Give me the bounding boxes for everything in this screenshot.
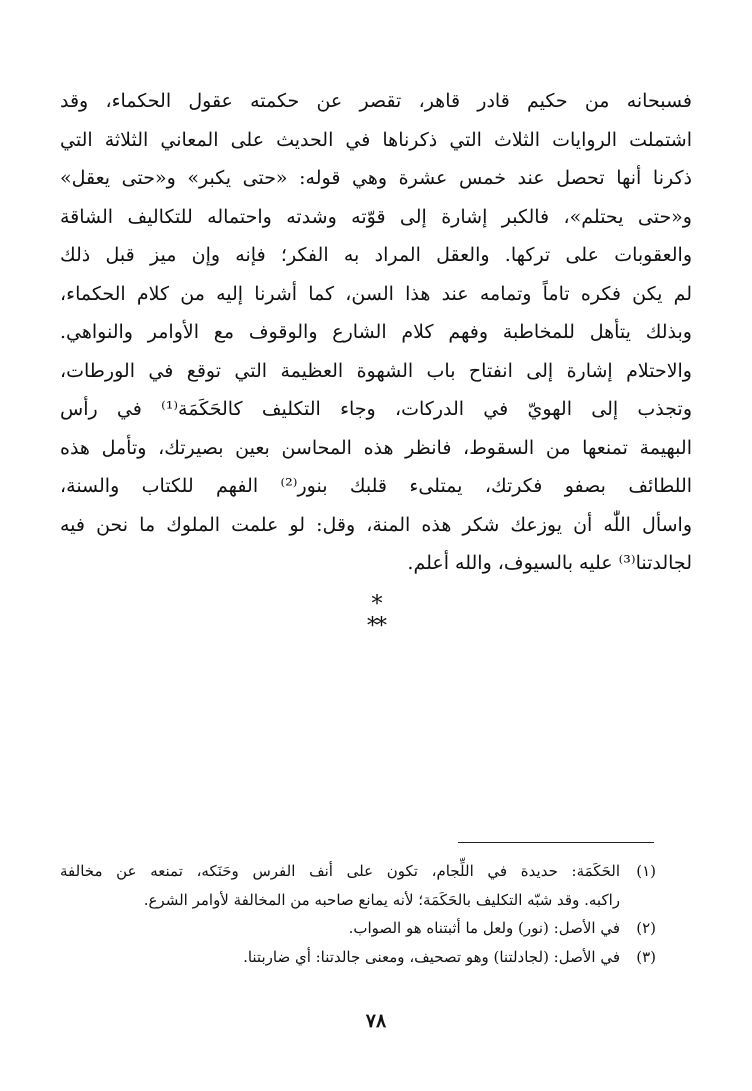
footnote-1 bbox=[60, 857, 656, 886]
body-line: والعقوبات على تركها. والعقل المراد به الفكر؛ فإنه وإن ميز قبل ذلك bbox=[60, 244, 692, 266]
body-line: لم يكن فكره تاماً وتمامه عند هذا السن، كما أشرنا إليه من كلام الحكماء، bbox=[60, 282, 692, 305]
body-line: اشتملت الروايات الثلاث التي ذكرناها في الحديث على المعاني الثلاثة التي bbox=[60, 128, 692, 151]
footnote-2 bbox=[60, 914, 656, 943]
page-number: ٧٨ bbox=[365, 1010, 387, 1032]
body-line: والاحتلام إشارة إلى انفتاح باب الشهوة العظيمة التي توقع في الورطات، bbox=[60, 359, 692, 382]
footnote-number: (٢) bbox=[636, 919, 656, 937]
footnote-3 bbox=[60, 943, 656, 972]
body-line: لجالدتنا⁽³⁾ عليه بالسيوف، والله أعلم. bbox=[407, 552, 692, 574]
body-line: و«حتى يحتلم»، فالكبر إشارة إلى قوّته وشدته واحتماله للتكاليف الشاقة bbox=[60, 205, 692, 228]
footnote-number: (٣) bbox=[636, 947, 656, 966]
section-separator-asterisks bbox=[0, 594, 752, 638]
footnotes-block bbox=[60, 857, 656, 971]
footnote-divider bbox=[458, 842, 654, 843]
main-text-block bbox=[60, 82, 692, 583]
footnote-1-continuation: راكبه. وقد شبّه التكليف بالحَكَمَة؛ لأنه يمانع صاحبه من المخالفة لأوامر الشرع. bbox=[143, 890, 620, 909]
body-line: واسأل اللّٰه أن يوزعك شكر هذه المنة، وقل: لو علمت الملوك ما نحن فيه bbox=[60, 513, 692, 536]
asterisks-glyph: * ** bbox=[367, 592, 385, 639]
footnote-text: في الأصل: (لجادلتنا) وهو تصحيف، ومعنى جالدتنا: أي ضاربتنا. bbox=[243, 947, 620, 966]
body-line: ذكرنا أنها تحصل عند خمس عشرة وهي قوله: «حتى يكبر» و«حتى يعقل» bbox=[60, 167, 692, 189]
footnote-text: في الأصل: (نور) ولعل ما أثبتناه هو الصواب. bbox=[348, 919, 620, 937]
body-line: فسبحانه من حكيم قادر قاهر، تقصر عن حكمته عقول الحكماء، وقد bbox=[60, 90, 692, 112]
body-line: البهيمة تمنعها من السقوط، فانظر هذه المحاسن بعين بصيرتك، وتأمل هذه bbox=[60, 436, 692, 459]
body-line: وتجذب إلى الهويّ في الدركات، وجاء التكليف كالحَكَمَة⁽¹⁾ في رأس bbox=[60, 398, 692, 420]
body-line: اللطائف بصفو فكرتك، يمتلىء قلبك بنور⁽²⁾ الفهم للكتاب والسنة، bbox=[60, 475, 692, 497]
footnote-text: الحَكَمَة: حديدة في اللِّجام، تكون على أنف الفرس وحَنَكه، تمنعه عن مخالفة bbox=[60, 862, 620, 880]
body-line: وبذلك يتأهل للمخاطبة وفهم كلام الشارع والوقوف مع الأوامر والنواهي. bbox=[60, 321, 692, 343]
footnote-number: (١) bbox=[636, 862, 656, 880]
